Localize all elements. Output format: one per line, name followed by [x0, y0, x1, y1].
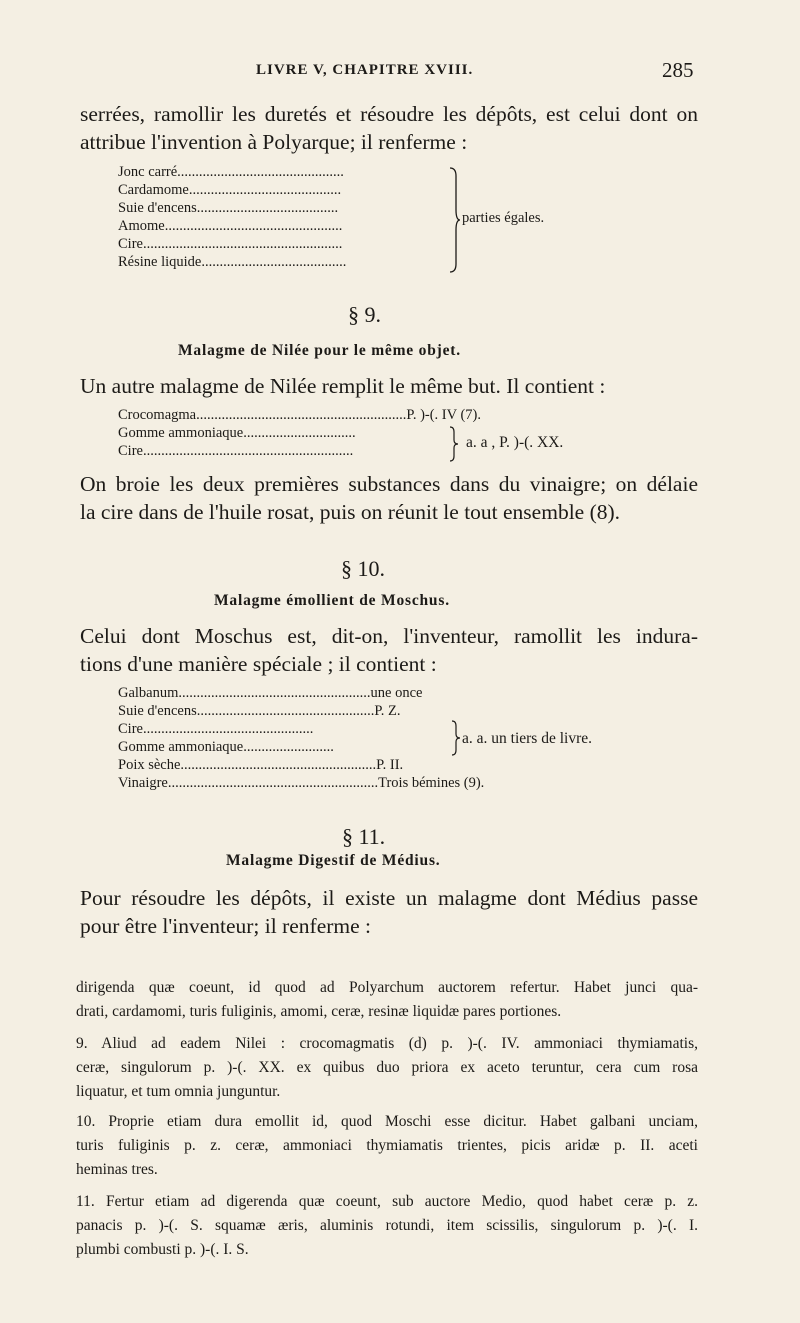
recipe-row: Jonc carré.............................................. — [118, 164, 344, 180]
text-line: la cire dans de l'huile rosat, puis on réunit le tout ensemble (8). — [80, 500, 621, 524]
section-9-after-paragraph — [80, 470, 698, 526]
footnote-line: panacis p. )-(. S. squamæ æris, aluminis rotundi, item scissilis, singulorum p. )-(. I. — [76, 1217, 698, 1234]
footnote — [76, 1190, 698, 1262]
recipe-row: Poix sèche......................................................P. II. — [118, 757, 404, 773]
footnote-line: heminas tres. — [76, 1161, 158, 1178]
section-number: § 11. — [342, 824, 386, 849]
footnote — [76, 1032, 698, 1104]
footnote-line: 11. Fertur etiam ad digerenda quæ coeunt, sub auctore Medio, quod habet ceræ p. z. — [76, 1193, 698, 1210]
brace-shape — [449, 720, 461, 756]
recipe-row: Gomme ammoniaque............................... — [118, 425, 356, 441]
footnote-line: liquatur, et tum omnia junguntur. — [76, 1083, 281, 1100]
brace-label: a. a , P. )-(. XX. — [466, 434, 564, 451]
recipe-list-moschus — [118, 684, 484, 792]
recipe-row: Vinaigre..........................................................Trois bémines (9). — [118, 775, 485, 791]
footnote-line: drati, cardamomi, turis fuliginis, amomi, ceræ, resinæ liquidæ pares portiones. — [76, 1003, 562, 1020]
text-line: Celui dont Moschus est, dit-on, l'inventeur, ramollit les indura- — [80, 624, 698, 648]
recipe-list-nilee — [118, 406, 481, 460]
section-number: § 10. — [341, 556, 385, 581]
text-line: attribue l'invention à Polyarque; il renferme : — [80, 130, 468, 154]
text-line: On broie les deux premières substances dans du vinaigre; on délaie — [80, 472, 698, 496]
recipe-row: Suie d'encens....................................... — [118, 200, 339, 216]
footnote-line: dirigenda quæ coeunt, id quod ad Polyarchum auctorem refertur. Habet junci qua- — [76, 979, 698, 996]
footnote-line: turis fuliginis p. z. ceræ, ammoniaci thymiamatis trientes, picis aridæ p. II. aceti — [76, 1137, 698, 1154]
recipe-row: Résine liquide........................................ — [118, 254, 347, 270]
footnote-line: 9. Aliud ad eadem Nilei : crocomagmatis (d) p. )-(. IV. ammoniaci thymiamatis, — [76, 1035, 698, 1052]
recipe-row: Suie d'encens.................................................P. Z. — [118, 703, 401, 719]
recipe-row: Cardamome.......................................... — [118, 182, 342, 198]
brace-shape — [447, 426, 459, 462]
footnote-line: ceræ, singulorum p. )-(. XX. ex quibus duo priora ex aceto teruntur, cera cum rosa — [76, 1059, 698, 1076]
text-line: Un autre malagme de Nilée remplit le même but. Il contient : — [80, 374, 606, 398]
section-number: § 9. — [348, 302, 381, 327]
section-title: Malagme Digestif de Médius. — [226, 852, 441, 869]
text-line: pour être l'inventeur; il renferme : — [80, 914, 372, 938]
running-head: LIVRE V, CHAPITRE XVIII. — [256, 62, 474, 78]
recipe-row: Galbanum.....................................................une once — [118, 685, 423, 701]
text-line: serrées, ramollir les duretés et résoudre les dépôts, est celui dont on — [80, 102, 698, 126]
section-9-paragraph — [80, 372, 698, 400]
footnote — [76, 1110, 698, 1182]
footnote — [76, 976, 698, 1024]
recipe-row: Cire............................................... — [118, 721, 314, 737]
brace-shape — [447, 166, 461, 274]
section-10-paragraph — [80, 622, 698, 678]
page-number: 285 — [662, 58, 694, 82]
recipe-row: Cire.......................................................... — [118, 443, 354, 459]
recipe-row: Amome................................................. — [118, 218, 343, 234]
brace-label: a. a. un tiers de livre. — [462, 730, 592, 747]
footnote-line: plumbi combusti p. )-(. I. S. — [76, 1241, 249, 1258]
section-11-paragraph — [80, 884, 698, 940]
section-title: Malagme de Nilée pour le même objet. — [178, 342, 461, 359]
text-line: Pour résoudre les dépôts, il existe un malagme dont Médius passe — [80, 886, 698, 910]
section-title: Malagme émollient de Moschus. — [214, 592, 450, 609]
recipe-list-polyarque — [118, 163, 346, 271]
intro-paragraph — [80, 100, 698, 156]
recipe-row: Gomme ammoniaque......................... — [118, 739, 334, 755]
recipe-row: Crocomagma..........................................................P. )-(. IV (7). — [118, 407, 482, 423]
text-line: tions d'une manière spéciale ; il contient : — [80, 652, 437, 676]
recipe-row: Cire....................................................... — [118, 236, 343, 252]
footnote-line: 10. Proprie etiam dura emollit id, quod Moschi esse dicitur. Habet galbani unciam, — [76, 1113, 698, 1130]
brace-label: parties égales. — [462, 210, 545, 226]
